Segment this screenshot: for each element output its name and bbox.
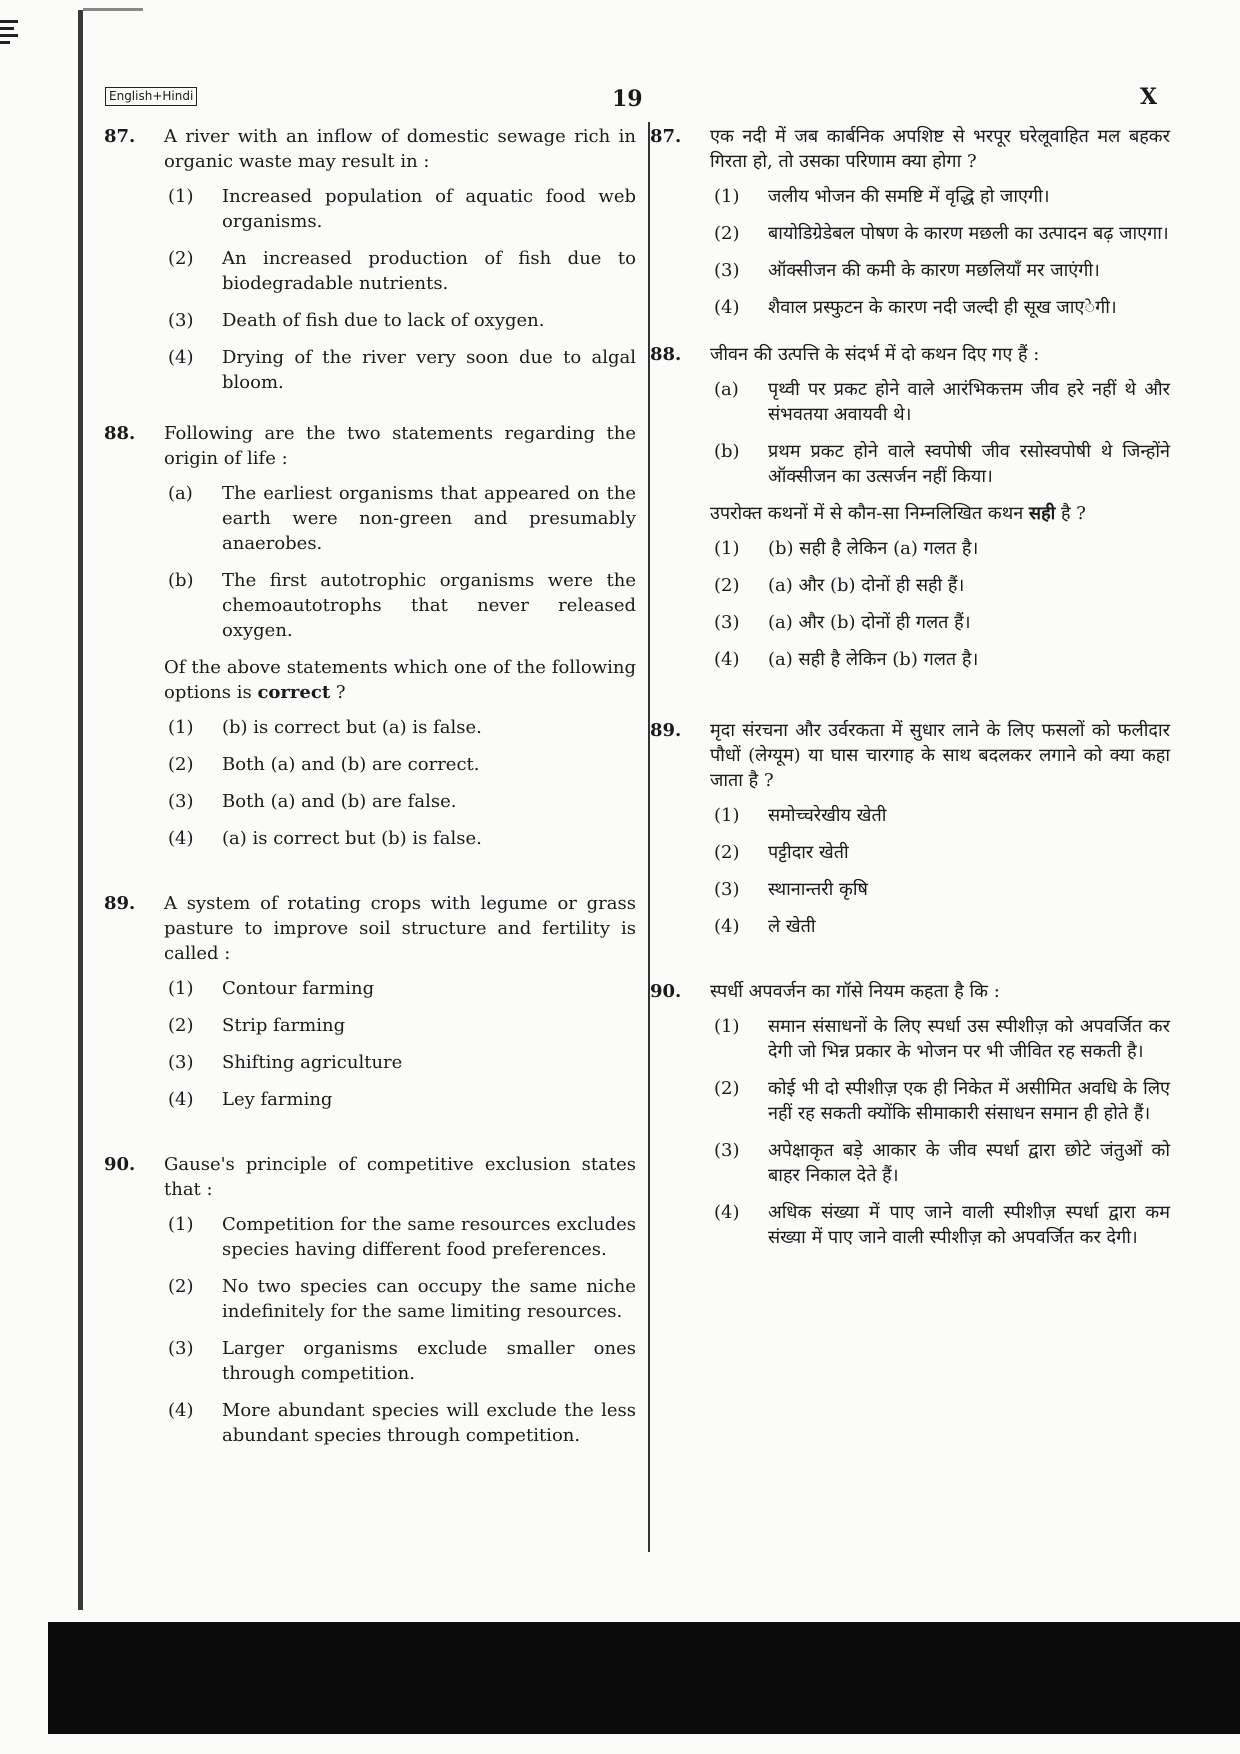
statement-text: The earliest organisms that appeared on the earth were non-green and presumably anaerobes. bbox=[222, 483, 636, 554]
option bbox=[164, 1212, 636, 1262]
statement bbox=[710, 377, 1170, 427]
option bbox=[164, 1336, 636, 1386]
scan-corner-mark bbox=[83, 8, 143, 11]
question-number: 87. bbox=[104, 126, 136, 147]
option-label: (1) bbox=[168, 186, 194, 207]
option-text: समोच्चरेखीय खेती bbox=[768, 805, 887, 826]
option-label: (2) bbox=[714, 223, 740, 244]
option-text: (a) is correct but (b) is false. bbox=[222, 828, 482, 849]
scan-margin-marks bbox=[0, 20, 20, 48]
option-label: (1) bbox=[714, 186, 740, 207]
option bbox=[164, 246, 636, 296]
option-text: (b) सही है लेकिन (a) गलत है। bbox=[768, 538, 979, 559]
option bbox=[710, 840, 1170, 865]
option-text: अधिक संख्या में पाए जाने वाली स्पीशीज़ स्पर्धा द्वारा कम संख्या में पाए जाने वाली स्पीशीज़ को अपवर्जित कर देगी। bbox=[768, 1202, 1170, 1248]
question-number: 90. bbox=[650, 981, 682, 1002]
option bbox=[710, 184, 1170, 209]
statement-text: The first autotrophic organisms were the chemoautotrophs that never released oxygen. bbox=[222, 570, 636, 641]
option bbox=[710, 877, 1170, 902]
option-label: (4) bbox=[714, 1202, 740, 1223]
series-code: X bbox=[1140, 84, 1158, 110]
option bbox=[710, 647, 1170, 672]
option-label: (4) bbox=[168, 1089, 194, 1110]
substem-suffix: ? bbox=[330, 682, 346, 703]
option bbox=[710, 221, 1170, 246]
substem-bold: correct bbox=[257, 682, 331, 703]
option-label: (3) bbox=[168, 1338, 194, 1359]
option-text: Ley farming bbox=[222, 1089, 333, 1110]
option-text: Both (a) and (b) are false. bbox=[222, 791, 457, 812]
option-text: पट्टीदार खेती bbox=[768, 842, 849, 863]
option-label: (2) bbox=[714, 1078, 740, 1099]
statement bbox=[164, 568, 636, 643]
option-label: (1) bbox=[714, 538, 740, 559]
option-label: (1) bbox=[168, 1214, 194, 1235]
option-label: (2) bbox=[168, 754, 194, 775]
option-text: No two species can occupy the same niche indefinitely for the same limiting resources. bbox=[222, 1276, 636, 1322]
option-label: (2) bbox=[714, 842, 740, 863]
substem-text: उपरोक्त कथनों में से कौन-सा निम्नलिखित कथन bbox=[710, 503, 1029, 524]
option bbox=[710, 536, 1170, 561]
option-text: Contour farming bbox=[222, 978, 375, 999]
option bbox=[164, 752, 636, 777]
option-label: (3) bbox=[168, 791, 194, 812]
option-text: जलीय भोजन की समष्टि में वृद्धि हो जाएगी। bbox=[768, 186, 1050, 207]
option bbox=[164, 1050, 636, 1075]
question-stem: मृदा संरचना और उर्वरकता में सुधार लाने के लिए फसलों को फलीदार पौधों (लेग्यूम) या घास चारगाह के साथ बदलकर लगाने को क्या कहा जाता है ? bbox=[710, 720, 1170, 791]
option-text: (b) is correct but (a) is false. bbox=[222, 717, 482, 738]
question-90 bbox=[104, 1152, 636, 1448]
substem-suffix: है ? bbox=[1055, 503, 1086, 524]
option-label: (1) bbox=[168, 978, 194, 999]
option-label: (4) bbox=[168, 1400, 194, 1421]
option-text: (a) और (b) दोनों ही सही हैं। bbox=[768, 575, 965, 596]
english-column bbox=[104, 124, 636, 1466]
option-text: Both (a) and (b) are correct. bbox=[222, 754, 480, 775]
option-label: (4) bbox=[714, 916, 740, 937]
option bbox=[164, 789, 636, 814]
option bbox=[164, 184, 636, 234]
option-text: An increased production of fish due to biodegradable nutrients. bbox=[222, 248, 636, 294]
option-label: (3) bbox=[714, 260, 740, 281]
option bbox=[710, 1076, 1170, 1126]
statement-label: (a) bbox=[714, 379, 739, 400]
option-label: (3) bbox=[168, 310, 194, 331]
statement bbox=[710, 439, 1170, 489]
option bbox=[164, 826, 636, 851]
option bbox=[710, 803, 1170, 828]
question-stem: A system of rotating crops with legume or grass pasture to improve soil structure and fertility is called : bbox=[164, 893, 636, 964]
option-text: ले खेती bbox=[768, 916, 816, 937]
option bbox=[164, 1274, 636, 1324]
option-text: कोई भी दो स्पीशीज़ एक ही निकेत में असीमित अवधि के लिए नहीं रह सकती क्योंकि सीमाकारी संसाधन समान ही होते हैं। bbox=[768, 1078, 1170, 1124]
option-text: शैवाल प्रस्फुटन के कारण नदी जल्दी ही सूख जाएेगी। bbox=[768, 297, 1117, 318]
question-stem: Following are the two statements regarding the origin of life : bbox=[164, 423, 636, 469]
option-text: Death of fish due to lack of oxygen. bbox=[222, 310, 545, 331]
question-number: 88. bbox=[104, 423, 136, 444]
option-text: Shifting agriculture bbox=[222, 1052, 403, 1073]
question-87-hindi bbox=[650, 124, 1170, 320]
option-label: (3) bbox=[168, 1052, 194, 1073]
option bbox=[710, 258, 1170, 283]
option-text: बायोडिग्रेडेबल पोषण के कारण मछली का उत्पादन बढ़ जाएगा। bbox=[768, 223, 1169, 244]
question-stem: A river with an inflow of domestic sewage rich in organic waste may result in : bbox=[164, 126, 636, 172]
option-label: (1) bbox=[714, 1016, 740, 1037]
option-label: (1) bbox=[168, 717, 194, 738]
hindi-column bbox=[650, 124, 1170, 1268]
option bbox=[164, 715, 636, 740]
statement-label: (b) bbox=[714, 441, 740, 462]
option-label: (3) bbox=[714, 1140, 740, 1161]
scan-binding-edge bbox=[78, 10, 83, 1610]
option bbox=[710, 1014, 1170, 1064]
statement-label: (a) bbox=[168, 483, 193, 504]
option bbox=[710, 573, 1170, 598]
statement bbox=[164, 481, 636, 556]
statement-text: पृथ्वी पर प्रकट होने वाले आरंभिकत्तम जीव हरे नहीं थे और संभवतया अवायवी थे। bbox=[768, 379, 1170, 425]
question-88 bbox=[104, 421, 636, 851]
option bbox=[164, 1013, 636, 1038]
question-stem: स्पर्धी अपवर्जन का गॉसे नियम कहता है कि : bbox=[710, 981, 1000, 1002]
question-stem: जीवन की उत्पत्ति के संदर्भ में दो कथन दिए गए हैं : bbox=[710, 344, 1040, 365]
option-label: (1) bbox=[714, 805, 740, 826]
option bbox=[164, 1087, 636, 1112]
option-text: अपेक्षाकृत बड़े आकार के जीव स्पर्धा द्वारा छोटे जंतुओं को बाहर निकाल देते हैं। bbox=[768, 1140, 1170, 1186]
option bbox=[164, 345, 636, 395]
question-89 bbox=[104, 891, 636, 1112]
option bbox=[164, 976, 636, 1001]
question-number: 88. bbox=[650, 344, 682, 365]
option bbox=[710, 1138, 1170, 1188]
option-label: (2) bbox=[714, 575, 740, 596]
option bbox=[710, 295, 1170, 320]
question-88-hindi bbox=[650, 342, 1170, 672]
option-text: Increased population of aquatic food web organisms. bbox=[222, 186, 636, 232]
option-text: Strip farming bbox=[222, 1015, 346, 1036]
statement-label: (b) bbox=[168, 570, 194, 591]
option-label: (3) bbox=[714, 879, 740, 900]
question-90-hindi bbox=[650, 979, 1170, 1250]
option-text: (a) सही है लेकिन (b) गलत है। bbox=[768, 649, 979, 670]
statement-text: प्रथम प्रकट होने वाले स्वपोषी जीव रसोस्वपोषी थे जिन्होंने ऑक्सीजन का उत्सर्जन नहीं किया। bbox=[768, 441, 1170, 487]
question-number: 89. bbox=[104, 893, 136, 914]
question-stem: एक नदी में जब कार्बनिक अपशिष्ट से भरपूर घरेलूवाहित मल बहकर गिरता हो, तो उसका परिणाम क्या होगा ? bbox=[710, 126, 1170, 172]
scan-bottom-band bbox=[48, 1622, 1240, 1734]
option-text: Competition for the same resources excludes species having different food preferences. bbox=[222, 1214, 636, 1260]
question-stem: Gause's principle of competitive exclusion states that : bbox=[164, 1154, 636, 1200]
option-label: (3) bbox=[714, 612, 740, 633]
option-label: (2) bbox=[168, 1015, 194, 1036]
question-substem bbox=[710, 501, 1170, 526]
option bbox=[710, 610, 1170, 635]
option-text: समान संसाधनों के लिए स्पर्धा उस स्पीशीज़ को अपवर्जित कर देगी जो भिन्न प्रकार के भोजन पर भी जीवित रह सकती है। bbox=[768, 1016, 1170, 1062]
question-number: 89. bbox=[650, 720, 682, 741]
option-label: (4) bbox=[714, 297, 740, 318]
question-substem bbox=[164, 655, 636, 705]
option-text: (a) और (b) दोनों ही गलत हैं। bbox=[768, 612, 971, 633]
option bbox=[710, 1200, 1170, 1250]
option-text: More abundant species will exclude the less abundant species through competition. bbox=[222, 1400, 636, 1446]
page-number: 19 bbox=[612, 86, 643, 112]
question-89-hindi bbox=[650, 718, 1170, 939]
option-label: (4) bbox=[168, 347, 194, 368]
option-label: (4) bbox=[168, 828, 194, 849]
question-number: 87. bbox=[650, 126, 682, 147]
option-label: (4) bbox=[714, 649, 740, 670]
option-text: ऑक्सीजन की कमी के कारण मछलियाँ मर जाएंगी। bbox=[768, 260, 1100, 281]
option-label: (2) bbox=[168, 1276, 194, 1297]
option-text: Larger organisms exclude smaller ones through competition. bbox=[222, 1338, 636, 1384]
option bbox=[710, 914, 1170, 939]
question-number: 90. bbox=[104, 1154, 136, 1175]
option-text: Drying of the river very soon due to algal bloom. bbox=[222, 347, 636, 393]
substem-bold: सही bbox=[1028, 503, 1056, 524]
option bbox=[164, 308, 636, 333]
option bbox=[164, 1398, 636, 1448]
substem-text: Of the above statements which one of the following options is bbox=[164, 657, 636, 703]
question-87 bbox=[104, 124, 636, 395]
option-text: स्थानान्तरी कृषि bbox=[768, 879, 868, 900]
option-label: (2) bbox=[168, 248, 194, 269]
language-tag: English+Hindi bbox=[105, 87, 197, 106]
